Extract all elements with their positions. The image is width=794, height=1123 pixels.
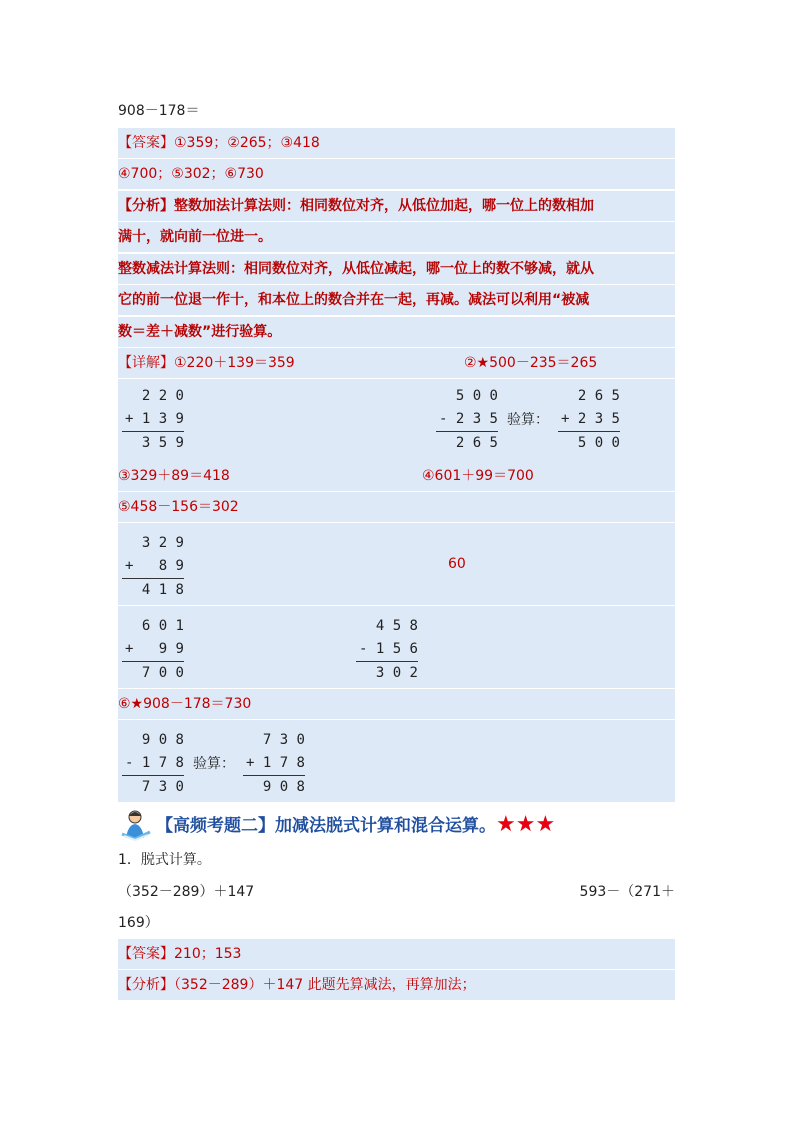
vertical-calc-6	[122, 729, 184, 799]
problem-line: 908－178＝	[118, 103, 200, 119]
calc-row: - 2 3 5	[438, 411, 498, 427]
analysis2-text: （352－289）＋147 此题先算减法，再算加法；	[174, 977, 476, 993]
calc-row: 2 6 5	[436, 431, 498, 455]
verify-label: 验算：	[507, 412, 549, 428]
three-stars-icon: ★★★	[496, 812, 556, 837]
answer2-label: 【答案】	[118, 946, 174, 962]
calc-row: 3 2 9	[141, 535, 184, 551]
analysis-line-5: 数＝差＋减数”进行验算。	[118, 317, 675, 347]
section-title	[156, 808, 555, 842]
analysis-line-4: 它的前一位退一作十，和本位上的数合并在一起，再减。减法可以利用“被减	[118, 285, 675, 315]
analysis-line-3: 整数减法计算法则：相同数位对齐，从低位减起，哪一位上的数不够减，就从	[118, 254, 675, 284]
calc-row: 9 0 8	[243, 775, 305, 799]
detail-item-6: ⑥★908－178＝730	[118, 689, 675, 719]
expression-line	[118, 877, 675, 907]
calc-row: + 9 9	[124, 641, 184, 657]
detail-item-1: ①220＋139＝359	[174, 355, 295, 371]
analysis-line-1	[118, 191, 675, 221]
expression-2-continued: 169）	[118, 915, 159, 931]
vertical-calc-1	[122, 385, 184, 455]
calc-row: 3 0 2	[356, 661, 418, 685]
calc-area-2	[118, 523, 675, 605]
calc-row: + 2 3 5	[560, 411, 620, 427]
calc-row: + 8 9	[124, 558, 184, 574]
calc-row: + 1 3 9	[124, 411, 184, 427]
calc-row: 5 0 0	[558, 431, 620, 455]
calc-row: 6 0 1	[141, 618, 184, 634]
detail-item-2: ②★500－235＝265	[464, 355, 598, 371]
answer-label: 【答案】	[118, 135, 174, 151]
calc-row: + 1 7 8	[245, 755, 305, 771]
expression-2: 593－（271＋	[579, 884, 675, 900]
section-title-text: 【高频考题二】加减法脱式计算和混合运算。	[156, 816, 496, 836]
verify-label-2: 验算：	[193, 756, 235, 772]
answer2-values: 210；153	[174, 946, 242, 962]
calc-row: 2 2 0	[141, 388, 184, 404]
detail-item-4: ④601＋99＝700	[422, 468, 534, 484]
detail-label: 【详解】	[118, 355, 174, 371]
analysis2-label: 【分析】	[118, 977, 174, 993]
calc-row: 7 3 0	[262, 732, 305, 748]
vertical-calc-2	[436, 385, 498, 455]
student-reading-icon	[118, 808, 154, 842]
analysis-label: 【分析】	[118, 198, 174, 214]
detail-line-2	[118, 461, 675, 491]
analysis-text-1: 整数加法计算法则：相同数位对齐，从低位加起，哪一位上的数相加	[174, 198, 594, 214]
calc-row: - 1 7 8	[124, 755, 184, 771]
expression-1: （352－289）＋147	[118, 884, 255, 900]
vertical-calc-5	[356, 615, 418, 685]
vertical-calc-3	[122, 532, 184, 602]
answer-line-1	[118, 128, 675, 158]
answer-line-2: ④700；⑤302；⑥730	[118, 159, 675, 189]
detail-item-3: ③329＋89＝418	[118, 468, 230, 484]
answer-values-1: ①359；②265；③418	[174, 135, 320, 151]
analysis2-line	[118, 970, 675, 1000]
calc-row: 4 1 8	[122, 578, 184, 602]
calc-row: 9 0 8	[141, 732, 184, 748]
verify-calc-6	[243, 729, 305, 799]
stray-value: 60	[448, 556, 466, 572]
answer2-line	[118, 939, 675, 969]
calc-row: 7 3 0	[122, 775, 184, 799]
calc-row: 7 0 0	[122, 661, 184, 685]
question-number: 1．脱式计算。	[118, 852, 211, 868]
detail-line-1	[118, 348, 675, 378]
calc-row: 2 6 5	[577, 388, 620, 404]
calc-row: - 1 5 6	[358, 641, 418, 657]
vertical-calc-4	[122, 615, 184, 685]
calc-row: 3 5 9	[122, 431, 184, 455]
detail-item-5: ⑤458－156＝302	[118, 492, 675, 522]
analysis-line-2: 满十，就向前一位进一。	[118, 222, 675, 252]
calc-row: 4 5 8	[375, 618, 418, 634]
verify-calc-2	[558, 385, 620, 455]
calc-row: 5 0 0	[455, 388, 498, 404]
